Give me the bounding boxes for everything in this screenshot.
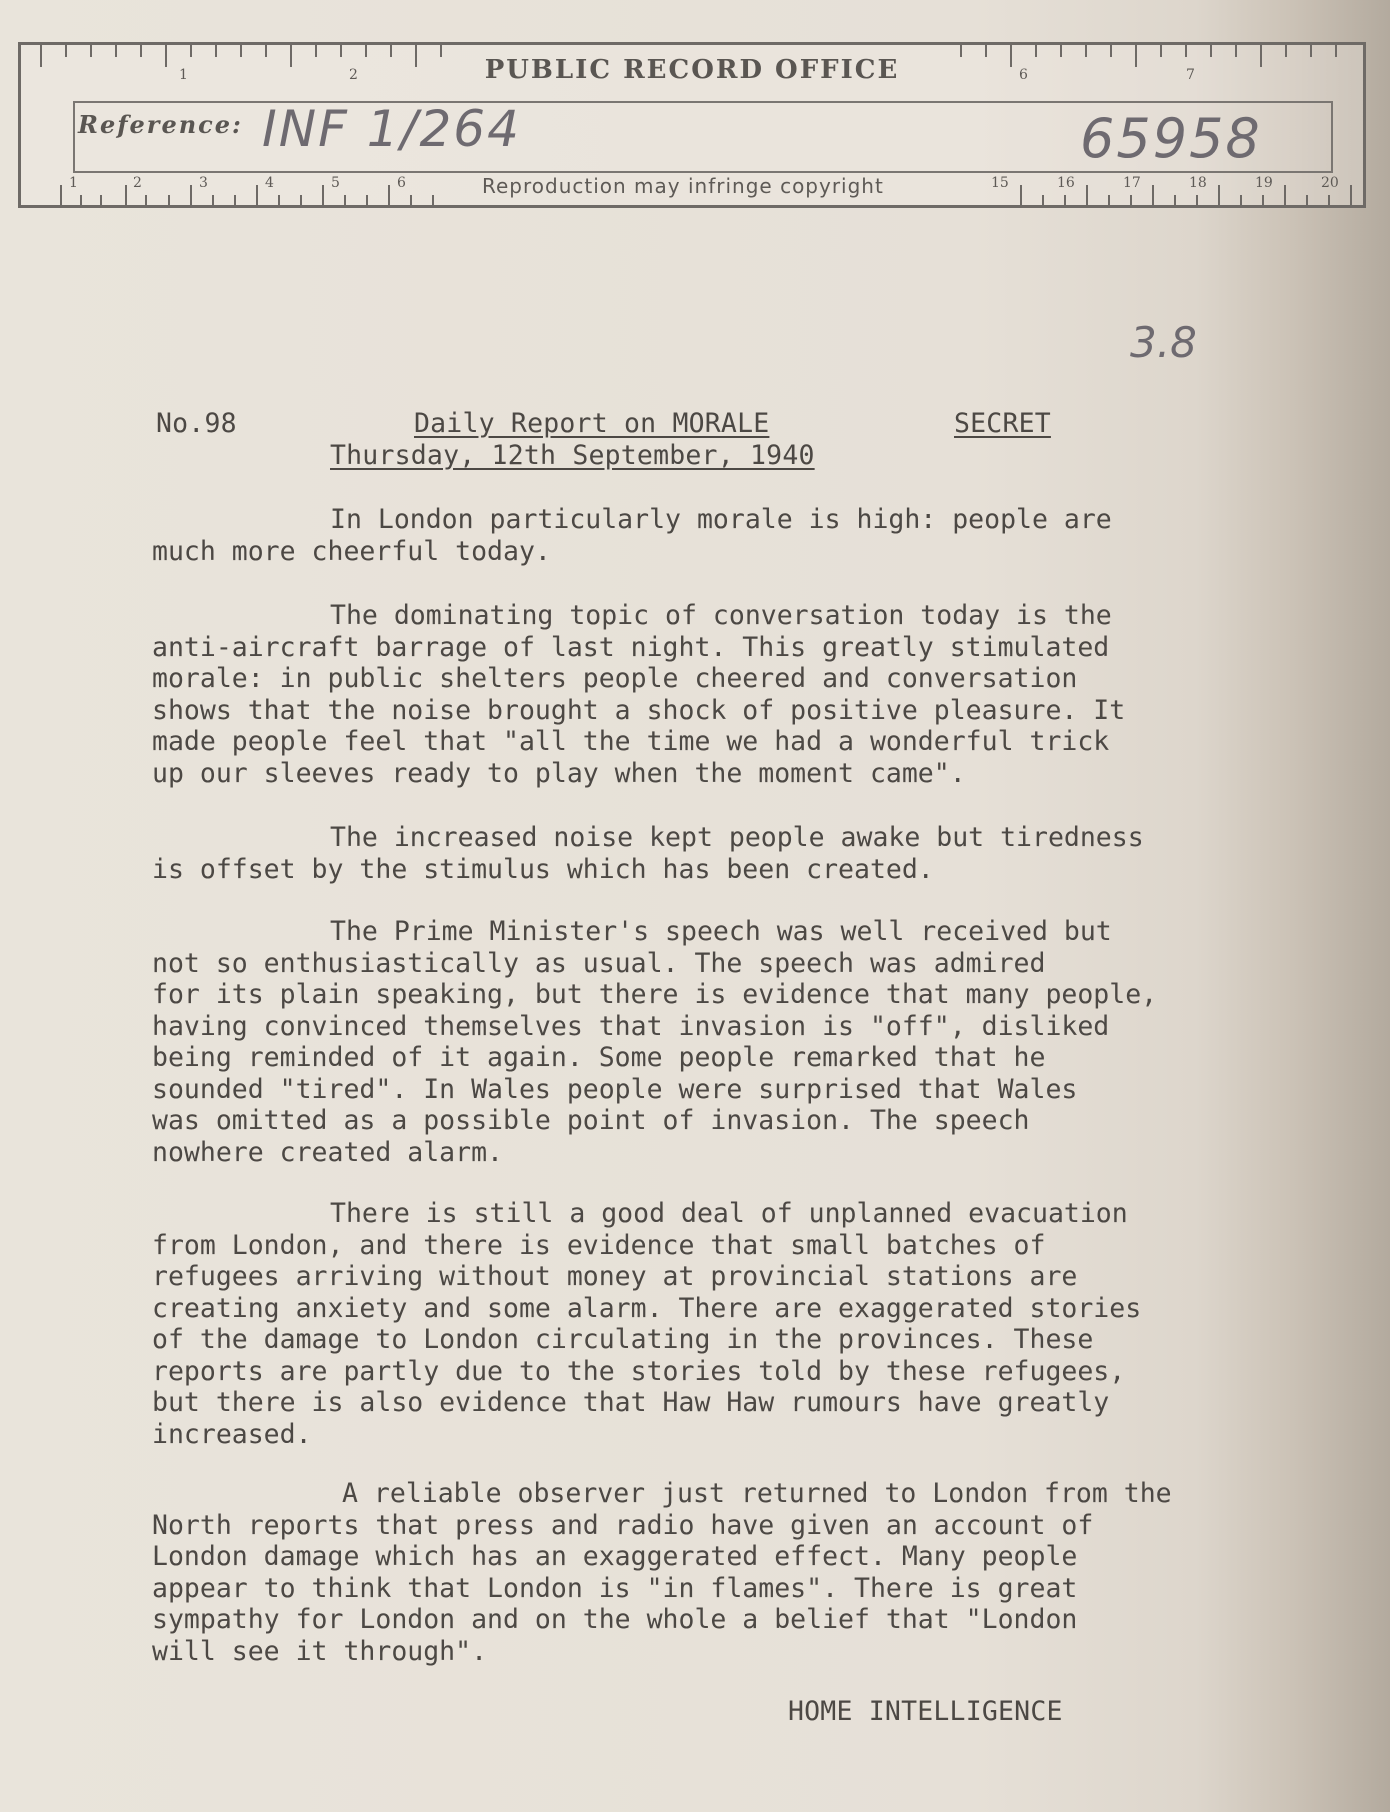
bottom-ruler-number: 5	[331, 175, 340, 191]
bottom-ruler-number: 4	[265, 175, 274, 191]
top-ruler-number: 2	[349, 67, 358, 83]
reference-handwritten: INF 1/264	[262, 100, 521, 158]
paragraph: The Prime Minister's speech was well received but not so enthusiastically as usual. The speech was admired for its plain speaking, but there is evidence that many people, having convinced themselves that invasion is "off", disliked being reminded of it again. Some people remarked that he sounded "tired". In Wales people were surprised that Wales was omitted as a possible point of invasion. The speech nowhere created alarm.	[152, 916, 1158, 1168]
top-ruler-number: 7	[1186, 67, 1195, 83]
bottom-ruler-number: 19	[1255, 175, 1273, 191]
bottom-ruler-number: 20	[1321, 175, 1339, 191]
folio-number: 3.8	[1130, 318, 1197, 367]
bottom-ruler-number: 6	[397, 175, 406, 191]
report-title: Daily Report on MORALE	[414, 408, 770, 439]
reference-label: Reference:	[78, 110, 243, 139]
paragraph: The dominating topic of conversation today is the anti-aircraft barrage of last night. This greatly stimulated morale: in public shelters people cheered and conversation shows that the noise brought a shock of positive pleasure. It made people feel that "all the time we had a wonderful trick up our sleeves ready to play when the moment came".	[152, 600, 1126, 789]
copyright-notice: Reproduction may infringe copyright	[482, 174, 884, 198]
bottom-ruler-number: 15	[991, 175, 1009, 191]
bottom-ruler-number: 18	[1189, 175, 1207, 191]
bottom-ruler-number: 17	[1123, 175, 1141, 191]
paragraph: There is still a good deal of unplanned evacuation from London, and there is evidence that small batches of refugees arriving without money at provincial stations are creating anxiety and some alarm. There are exaggerated stories of the damage to London circulating in the provinces. These reports are partly due to the stories told by these refugees, but there is also evidence that Haw Haw rumours have greatly increased.	[152, 1198, 1142, 1450]
bottom-ruler-number: 2	[133, 175, 142, 191]
signature-line: HOME INTELLIGENCE	[788, 1696, 1063, 1727]
paragraph: The increased noise kept people awake but tiredness is offset by the stimulus which has been created.	[152, 822, 1144, 885]
bottom-ruler-number: 3	[199, 175, 208, 191]
top-ruler-number: 6	[1019, 67, 1028, 83]
paragraph: In London particularly morale is high: people are much more cheerful today.	[152, 504, 1112, 567]
classification-label: SECRET	[954, 408, 1051, 439]
paragraph: A reliable observer just returned to London from the North reports that press and radio have given an account of London damage which has an exaggerated effect. Many people appear to think that London is "in flames". There is great sympathy for London and on the whole a belief that "London will see it through".	[152, 1478, 1172, 1667]
report-date: Thursday, 12th September, 1940	[330, 440, 815, 471]
bottom-ruler-number: 1	[69, 175, 78, 191]
bottom-ruler-number: 16	[1057, 175, 1075, 191]
stamp-title: PUBLIC RECORD OFFICE	[484, 55, 900, 85]
report-number: No.98	[156, 408, 237, 439]
catalogue-number-handwritten: 65958	[1080, 107, 1262, 170]
top-ruler-number: 1	[179, 67, 188, 83]
